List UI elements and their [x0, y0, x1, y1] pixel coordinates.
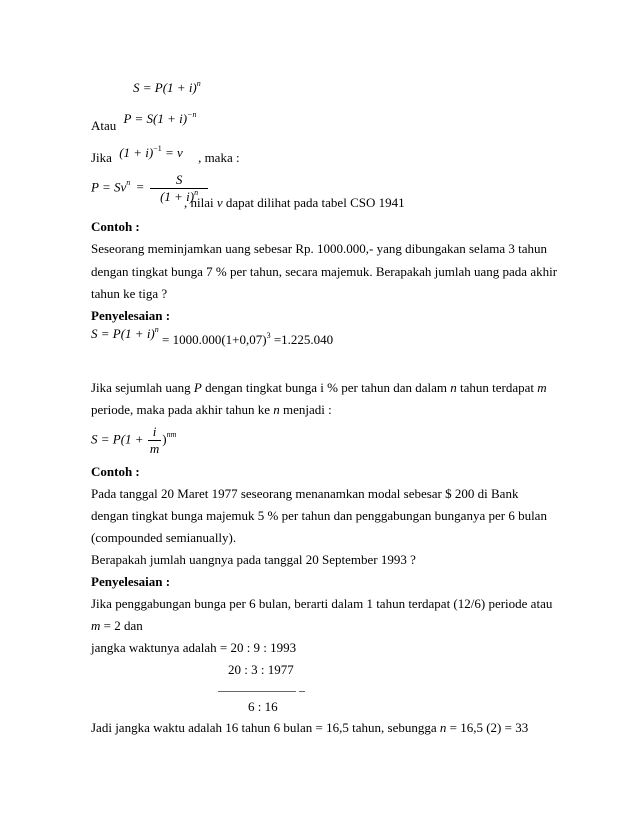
atau-label: Atau: [91, 118, 117, 133]
contoh1-text-2: dengan tingkat bunga 7 % per tahun, secara majemuk. Berapakah jumlah uang pada akhir: [91, 264, 558, 279]
contoh2-solution-2: m = 2 dan: [91, 618, 143, 633]
general-text-2: periode, maka pada akhir tahun ke n menjadi :: [91, 402, 332, 417]
general-text-1: Jika sejumlah uang P dengan tingkat bunga i % per tahun dan dalam n tahun terdapat m: [91, 380, 547, 395]
maka-label: , maka :: [198, 150, 240, 165]
contoh1-text-1: Seseorang meminjamkan uang sebesar Rp. 1000.000,- yang dibungakan selama 3 tahun: [91, 241, 547, 256]
penyelesaian-heading-2: Penyelesaian :: [91, 574, 171, 589]
formula-present-value: $P = S(1 + i)^{-n}$: [123, 109, 197, 126]
contoh2-conclusion: Jadi jangka waktu adalah 16 tahun 6 bulan = 16,5 tahun, sebungga n = 16,5 (2) = 33: [91, 720, 529, 735]
formula-present-value-v: $P = Sv^n$ = $\frac{S}{(1 + i)^n}$: [91, 172, 208, 205]
contoh1-solution: $S = P(1 + i)^n = 1000.000(1+0,07)^3 =1.225.040$: [91, 324, 334, 347]
contoh2-text-2: dengan tingkat bunga majemuk 5 % per tahun dan penggabungan bunganya per 6 bulan: [91, 508, 547, 523]
contoh2-date-difference: 6 : 16: [248, 699, 278, 714]
formula-compound-interest: $S = P(1 + i)^n$: [133, 78, 201, 95]
contoh2-date-end: jangka waktunya adalah = 20 : 9 : 1993: [91, 640, 297, 655]
contoh2-text-4: Berapakah jumlah uangnya pada tanggal 20 September 1993 ?: [91, 552, 416, 567]
formula-present-value-line: [91, 109, 197, 134]
jika-label: Jika: [91, 150, 112, 165]
contoh2-date-start: 20 : 3 : 1977: [228, 662, 294, 677]
contoh1-text-3: tahun ke tiga ?: [91, 286, 168, 301]
penyelesaian-heading-1: Penyelesaian :: [91, 308, 171, 323]
contoh2-text-1: Pada tanggal 20 Maret 1977 seseorang menanamkan modal sebesar $ 200 di Bank: [91, 486, 519, 501]
subtraction-line: ––––––––––––– –: [218, 683, 305, 697]
formula-note: , nilai v dapat dilihat pada tabel CSO 1941: [184, 195, 405, 210]
contoh2-solution-1: Jika penggabungan bunga per 6 bulan, berarti dalam 1 tahun terdapat (12/6) periode atau: [91, 596, 553, 611]
contoh-heading-1: Contoh :: [91, 219, 140, 234]
contoh-heading-2: Contoh :: [91, 464, 140, 479]
formula-v-definition-line: [91, 143, 240, 166]
formula-v-definition: $(1 + i)^{-1} = v$: [119, 143, 183, 160]
formula-general-compound: S = P(1 + $\frac{i}{m}$ )$^{nm}$: [91, 424, 177, 456]
contoh2-text-3: (compounded semianually).: [91, 530, 237, 545]
